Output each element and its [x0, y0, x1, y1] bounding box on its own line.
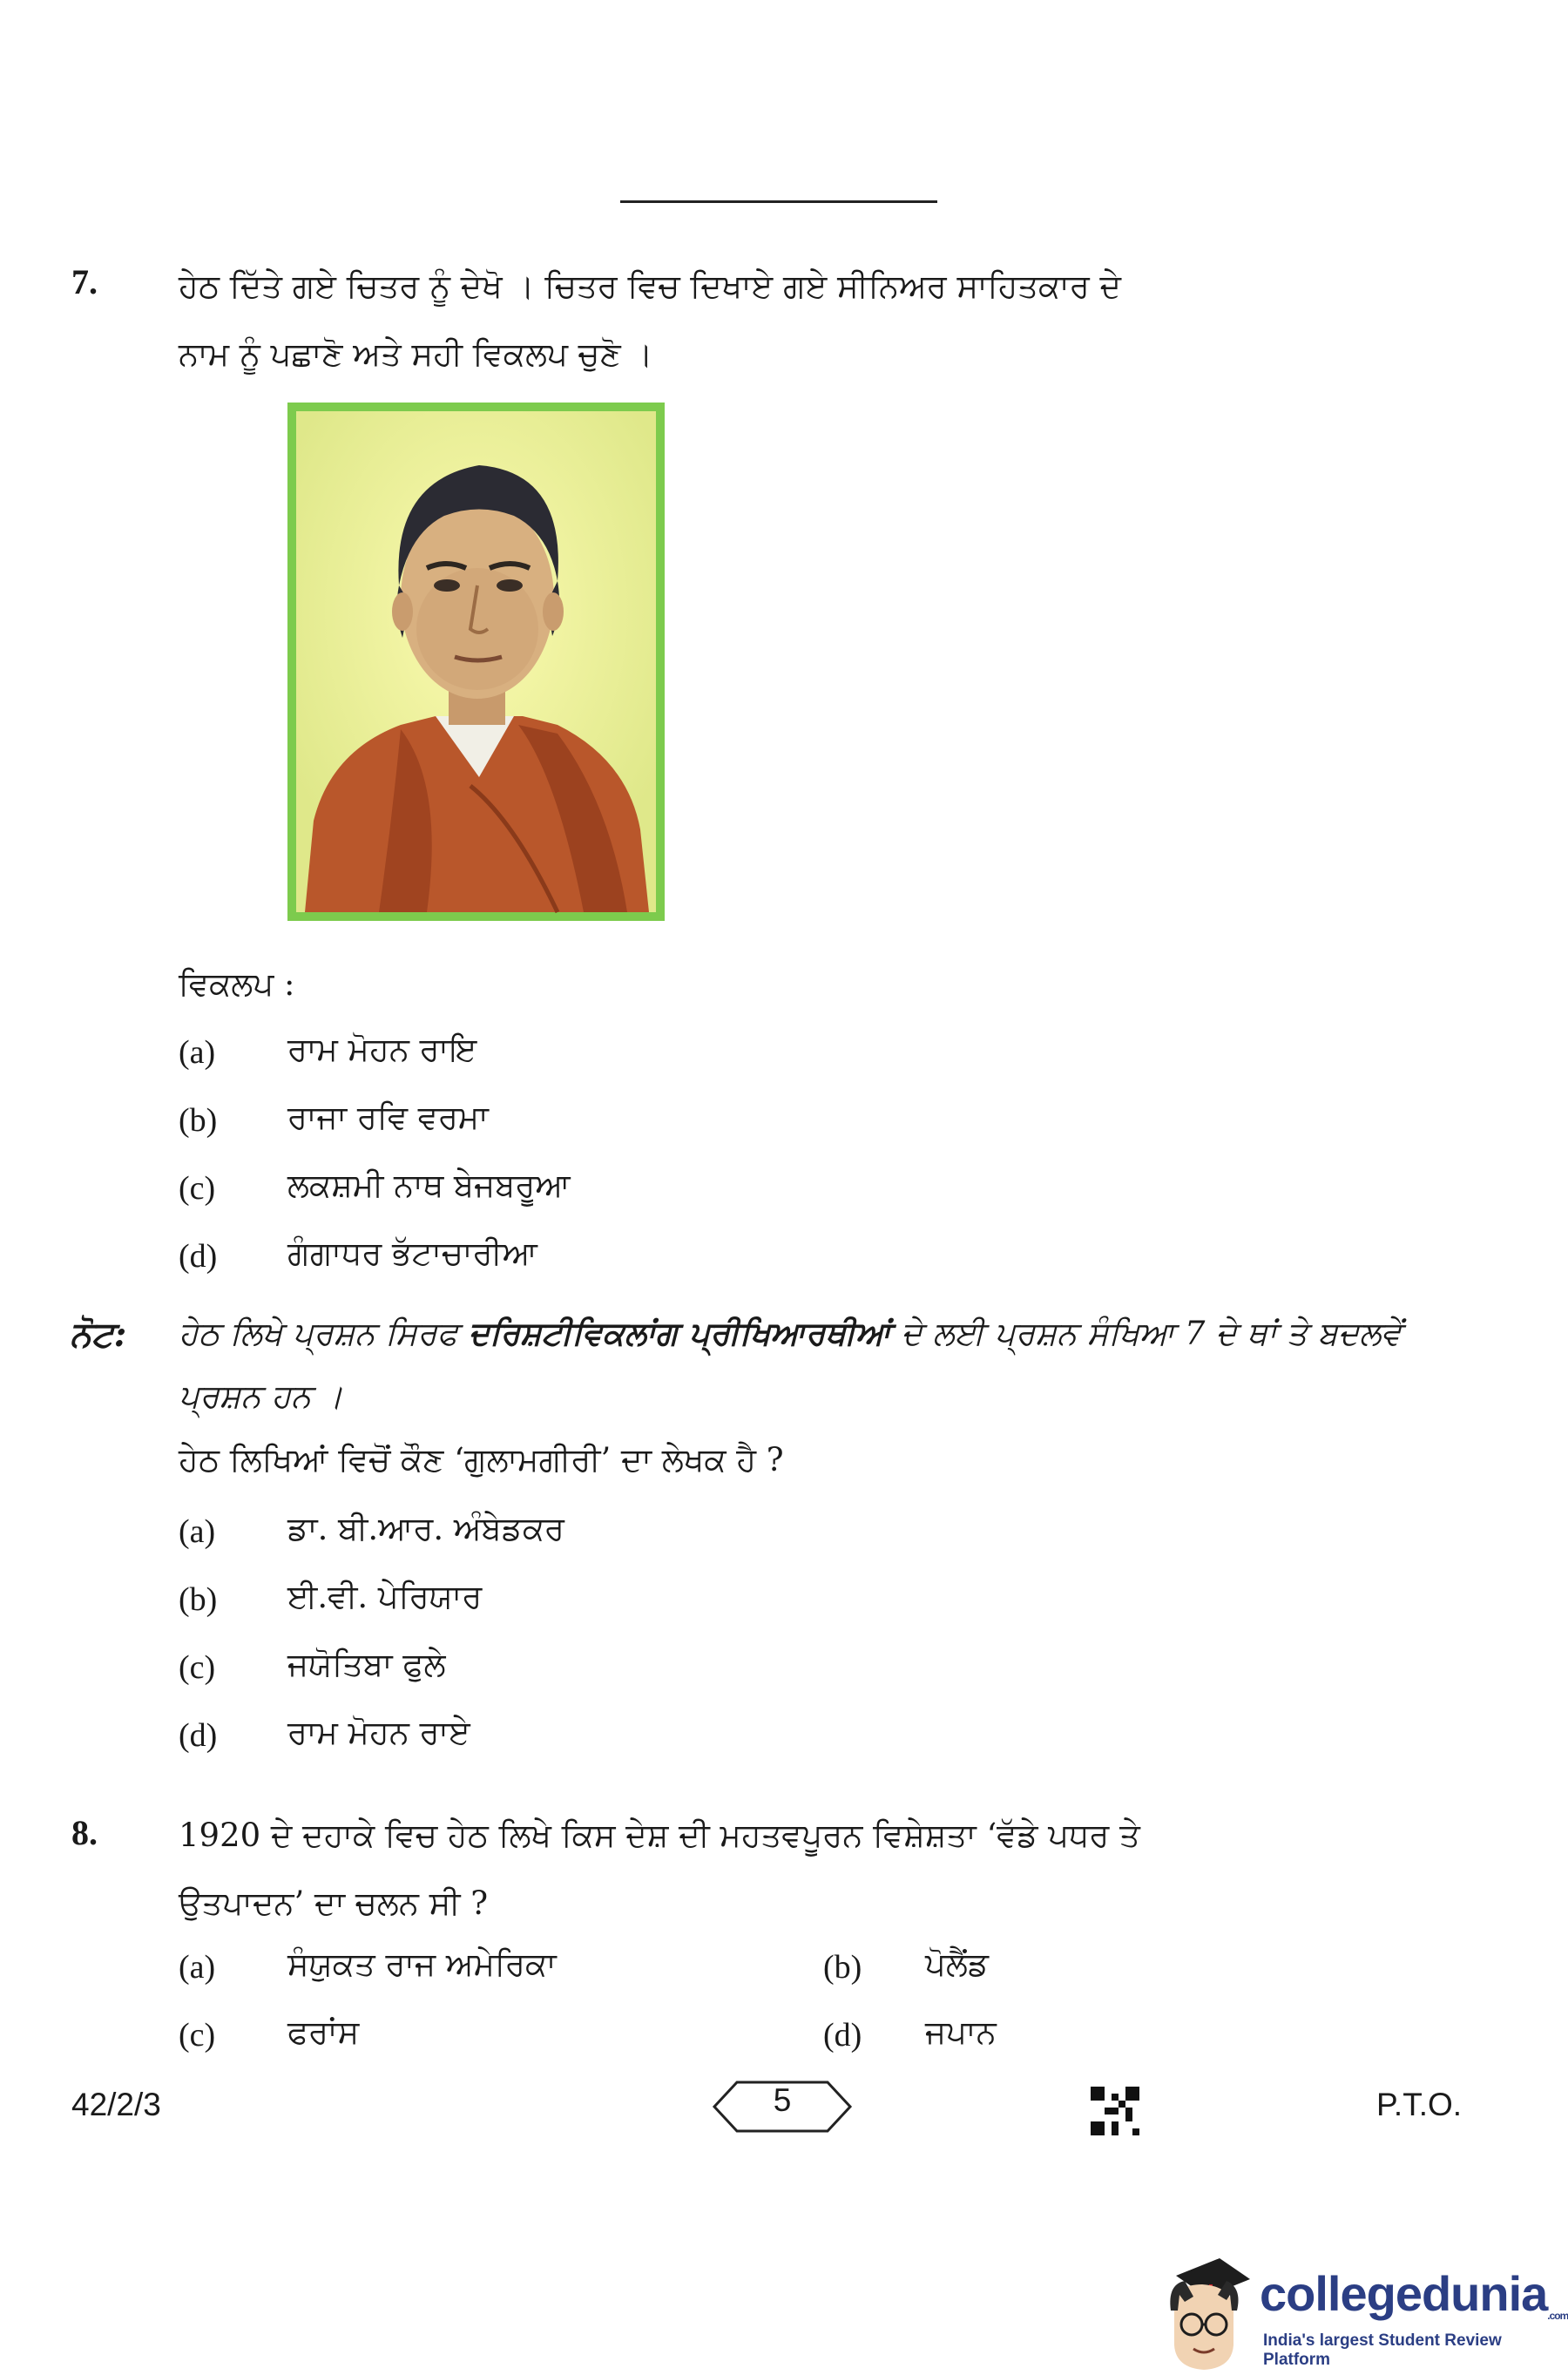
note-text-start: ਹੇਠ ਲਿਖੇ ਪ੍ਰਸ਼ਨ ਸਿਰਫ: [179, 1315, 469, 1352]
q8-option-d-letter: (d): [823, 2017, 862, 2054]
logo-subtitle: India's largest Student Review Platform: [1263, 2331, 1502, 2369]
q8-option-b-text: ਪੋਲੈਂਡ: [925, 1945, 989, 1983]
q8-option-c-letter: (c): [179, 2017, 216, 2054]
q8-option-b-letter: (b): [823, 1949, 862, 1986]
collegedunia-logo: [1159, 2250, 1568, 2375]
mascot-icon: [1159, 2250, 1254, 2375]
portrait-illustration: [296, 411, 656, 912]
note-text-emphasis: ਦਰਿਸ਼ਟੀਵਿਕਲਾਂਗ ਪ੍ਰੀਖਿਆਰਥੀਆਂ: [468, 1314, 891, 1352]
q8-option-a-letter: (a): [179, 1949, 216, 1986]
options-label: ਵਿਕਲਪ :: [179, 965, 295, 1003]
q7-option-d-letter: (d): [179, 1238, 218, 1275]
qr-code-icon: [1091, 2087, 1139, 2135]
logo-title: [1260, 2265, 1568, 2322]
alt-option-d-letter: (d): [179, 1717, 218, 1754]
portrait-image: [287, 403, 665, 921]
question-8-line-2: ਉਤਪਾਦਨ’ ਦਾ ਚਲਨ ਸੀ ?: [179, 1884, 489, 1922]
q8-option-a-text: ਸੰਯੁਕਤ ਰਾਜ ਅਮੇਰਿਕਾ: [287, 1945, 557, 1983]
alt-option-c-letter: (c): [179, 1649, 216, 1686]
logo-title-text: collegedunia: [1260, 2266, 1548, 2321]
alt-question-text: ਹੇਠ ਲਿਖਿਆਂ ਵਿਚੋਂ ਕੌਣ ‘ਗੁਲਾਮਗੀਰੀ’ ਦਾ ਲੇਖਕ ਹੈ ?: [179, 1441, 784, 1478]
alt-option-b-letter: (b): [179, 1581, 218, 1618]
question-8-number: 8.: [71, 1813, 98, 1852]
question-7-line-2: ਨਾਮ ਨੂੰ ਪਛਾਣੋ ਅਤੇ ਸਹੀ ਵਿਕਲਪ ਚੁਣੋ ।: [179, 335, 653, 373]
note-text-end: ਦੇ ਲਈ ਪ੍ਰਸ਼ਨ ਸੰਖਿਆ 7 ਦੇ ਥਾਂ ਤੇ ਬਦਲਵੇਂ ਪ੍ਰਸ਼ਨ ਹਨ ।: [179, 1315, 1402, 1415]
q8-option-d-text: ਜਪਾਨ: [925, 2013, 997, 2051]
alt-option-a-text: ਡਾ. ਬੀ.ਆਰ. ਅੰਬੇਡਕਰ: [287, 1510, 564, 1547]
please-turn-over: P.T.O.: [1376, 2087, 1463, 2122]
question-7-text: [179, 253, 1416, 389]
q7-option-c-text: ਲਕਸ਼ਮੀ ਨਾਥ ਬੇਜਬਰੂਆ: [287, 1167, 571, 1204]
question-7-number: 7.: [71, 262, 98, 301]
paper-code: 42/2/3: [71, 2087, 161, 2122]
alt-option-a-letter: (a): [179, 1513, 216, 1550]
alt-option-b-text: ਈ.ਵੀ. ਪੇਰਿਯਾਰ: [287, 1578, 483, 1615]
q7-option-a-text: ਰਾਮ ਮੋਹਨ ਰਾਇ: [287, 1031, 477, 1068]
page-number: 5: [773, 2082, 792, 2118]
q7-option-b-text: ਰਾਜਾ ਰਵਿ ਵਰਮਾ: [287, 1099, 489, 1136]
top-divider: [620, 200, 937, 203]
question-8-text: [179, 1802, 1416, 1938]
note-label: ਨੋਟ:: [70, 1314, 127, 1355]
q7-option-b-letter: (b): [179, 1102, 218, 1139]
logo-title-suffix: .com: [1547, 2310, 1568, 2322]
alt-option-d-text: ਰਾਮ ਮੋਹਨ ਰਾਏ: [287, 1714, 470, 1751]
q7-option-d-text: ਗੰਗਾਧਰ ਭੱਟਾਚਾਰੀਆ: [287, 1235, 537, 1272]
q7-option-a-letter: (a): [179, 1034, 216, 1071]
alt-option-c-text: ਜਯੋਤਿਬਾ ਫੁਲੇ: [287, 1646, 446, 1683]
question-8-line-1: 1920 ਦੇ ਦਹਾਕੇ ਵਿਚ ਹੇਠ ਲਿਖੇ ਕਿਸ ਦੇਸ਼ ਦੀ ਮਹਤਵਪੂਰਨ ਵਿਸ਼ੇਸ਼ਤਾ ‘ਵੱਡੇ ਪਧਰ ਤੇ: [179, 1817, 1140, 1854]
note-text: [179, 1302, 1416, 1428]
q7-option-c-letter: (c): [179, 1170, 216, 1207]
q8-option-c-text: ਫਰਾਂਸ: [287, 2013, 360, 2051]
question-7-line-1: ਹੇਠ ਦਿੱਤੇ ਗਏ ਚਿਤਰ ਨੂੰ ਦੇਖੋ । ਚਿਤਰ ਵਿਚ ਦਿਖਾਏ ਗਏ ਸੀਨਿਅਰ ਸਾਹਿਤਕਾਰ ਦੇ: [179, 267, 1122, 305]
